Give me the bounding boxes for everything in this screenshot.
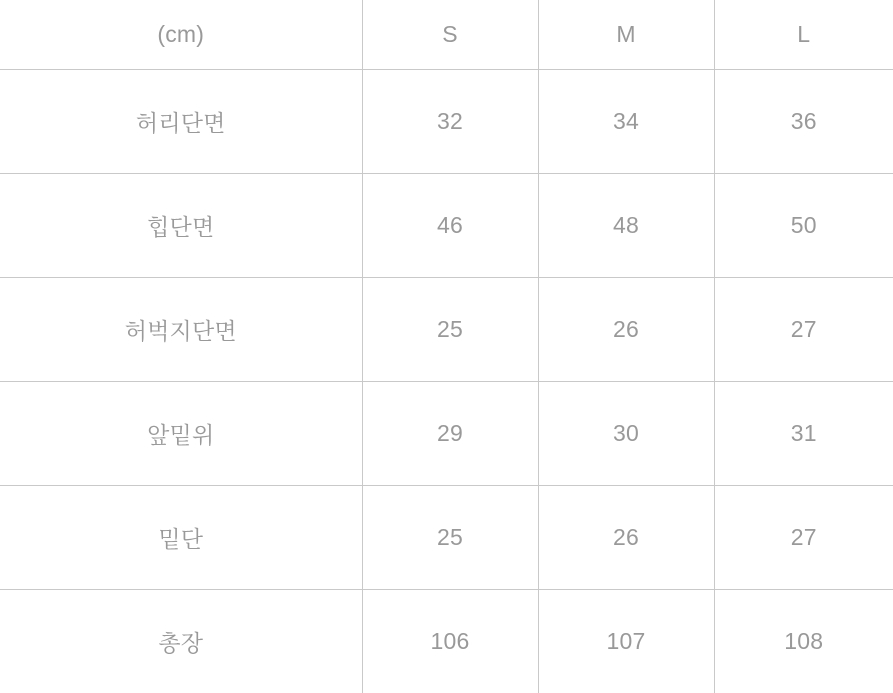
- table-row-hem: [0, 485, 893, 589]
- cell-value: 26: [538, 277, 714, 381]
- cell-value: 108: [714, 589, 893, 693]
- row-label: 허벅지단면: [0, 277, 362, 381]
- size-header-m: M: [538, 0, 714, 69]
- table-row-total-length: [0, 589, 893, 693]
- cell-value: 29: [362, 381, 538, 485]
- table-row-waist: [0, 69, 893, 173]
- cell-value: 34: [538, 69, 714, 173]
- row-label: 앞밑위: [0, 381, 362, 485]
- size-header-s: S: [362, 0, 538, 69]
- cell-value: 32: [362, 69, 538, 173]
- cell-value: 106: [362, 589, 538, 693]
- cell-value: 107: [538, 589, 714, 693]
- cell-value: 36: [714, 69, 893, 173]
- row-label: 허리단면: [0, 69, 362, 173]
- cell-value: 30: [538, 381, 714, 485]
- table-row-thigh: [0, 277, 893, 381]
- row-label: 총장: [0, 589, 362, 693]
- cell-value: 25: [362, 485, 538, 589]
- table-row-hip: [0, 173, 893, 277]
- cell-value: 50: [714, 173, 893, 277]
- table-row-front-rise: [0, 381, 893, 485]
- cell-value: 26: [538, 485, 714, 589]
- header-row: [0, 0, 893, 69]
- cell-value: 31: [714, 381, 893, 485]
- cell-value: 46: [362, 173, 538, 277]
- size-header-l: L: [714, 0, 893, 69]
- cell-value: 27: [714, 277, 893, 381]
- unit-header-cell: (cm): [0, 0, 362, 69]
- cell-value: 27: [714, 485, 893, 589]
- row-label: 힙단면: [0, 173, 362, 277]
- cell-value: 48: [538, 173, 714, 277]
- cell-value: 25: [362, 277, 538, 381]
- row-label: 밑단: [0, 485, 362, 589]
